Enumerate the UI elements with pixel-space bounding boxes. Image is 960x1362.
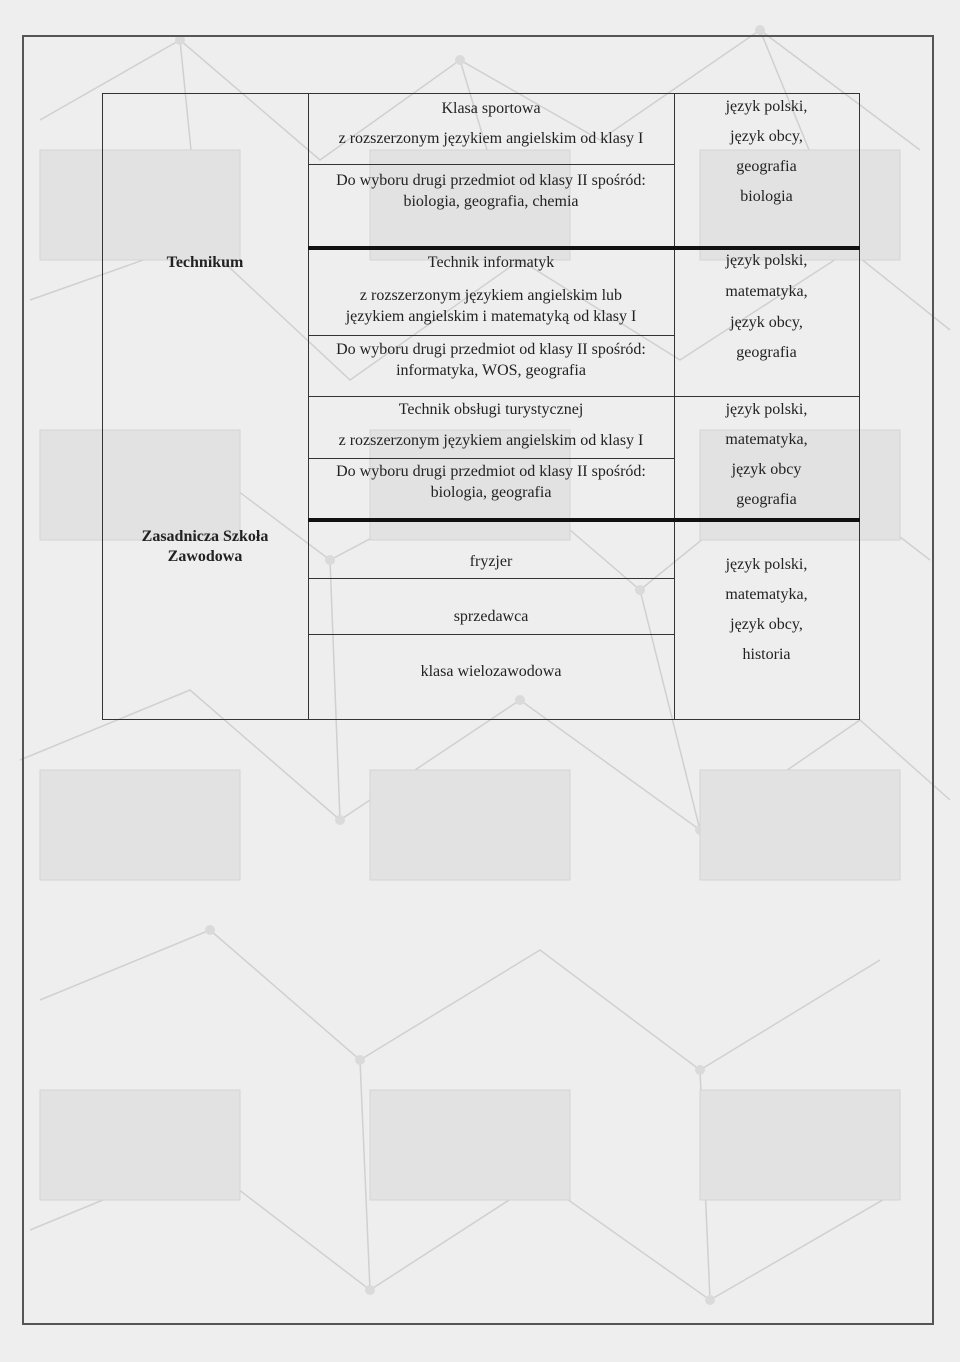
profile-choice: biologia, geografia, chemia — [403, 193, 579, 210]
profession: sprzedawca — [453, 608, 529, 625]
subject: język obcy, — [730, 616, 803, 633]
subject: historia — [742, 646, 791, 663]
row-separator-2 — [308, 518, 860, 522]
profile-name: Technik informatyk — [427, 254, 555, 271]
subject: język polski, — [725, 556, 808, 573]
profile-name: Klasa sportowa — [441, 100, 541, 117]
school-type: Technikum — [166, 254, 244, 271]
subject: matematyka, — [725, 431, 808, 448]
school-type: Zawodowa — [167, 548, 243, 565]
profile-choice: biologia, geografia — [430, 484, 552, 501]
subject: matematyka, — [725, 586, 808, 603]
profile-choice: Do wyboru drugi przedmiot od klasy II spośród: — [336, 463, 646, 480]
profession: fryzjer — [469, 553, 513, 570]
subject: język polski, — [725, 401, 808, 418]
profile-name: Technik obsługi turystycznej — [398, 401, 584, 418]
cell-divider — [308, 335, 674, 336]
subject: geografia — [736, 158, 797, 175]
table-right-border — [859, 93, 860, 720]
profile-choice: Do wyboru drugi przedmiot od klasy II spośród: — [336, 172, 646, 189]
profile-extension: z rozszerzonym językiem angielskim lub — [359, 287, 623, 304]
table-top-border — [102, 93, 860, 94]
table-bottom-border — [102, 719, 860, 720]
profile-extension: językiem angielskim i matematyką od klasy I — [345, 308, 637, 325]
row-separator-1 — [308, 246, 860, 250]
profile-extension: z rozszerzonym językiem angielskim od klasy I — [338, 130, 644, 147]
subject: język polski, — [725, 252, 808, 269]
subject: biologia — [740, 188, 793, 205]
subject: język obcy, — [730, 128, 803, 145]
profile-extension: z rozszerzonym językiem angielskim od klasy I — [338, 432, 644, 449]
table-left-border — [102, 93, 103, 720]
subject: język obcy, — [730, 314, 803, 331]
subject: język obcy — [731, 461, 802, 478]
cell-divider — [308, 458, 674, 459]
profile-choice: informatyka, WOS, geografia — [396, 362, 586, 379]
school-type: Zasadnicza Szkoła — [141, 528, 269, 545]
subject: matematyka, — [725, 283, 808, 300]
row-divider — [308, 396, 860, 397]
cell-divider — [308, 634, 674, 635]
subject: geografia — [736, 344, 797, 361]
subject: język polski, — [725, 98, 808, 115]
profile-choice: Do wyboru drugi przedmiot od klasy II spośród: — [336, 341, 646, 358]
subject: geografia — [736, 491, 797, 508]
profession: klasa wielozawodowa — [420, 663, 562, 680]
cell-divider — [308, 164, 674, 165]
cell-divider — [308, 578, 674, 579]
